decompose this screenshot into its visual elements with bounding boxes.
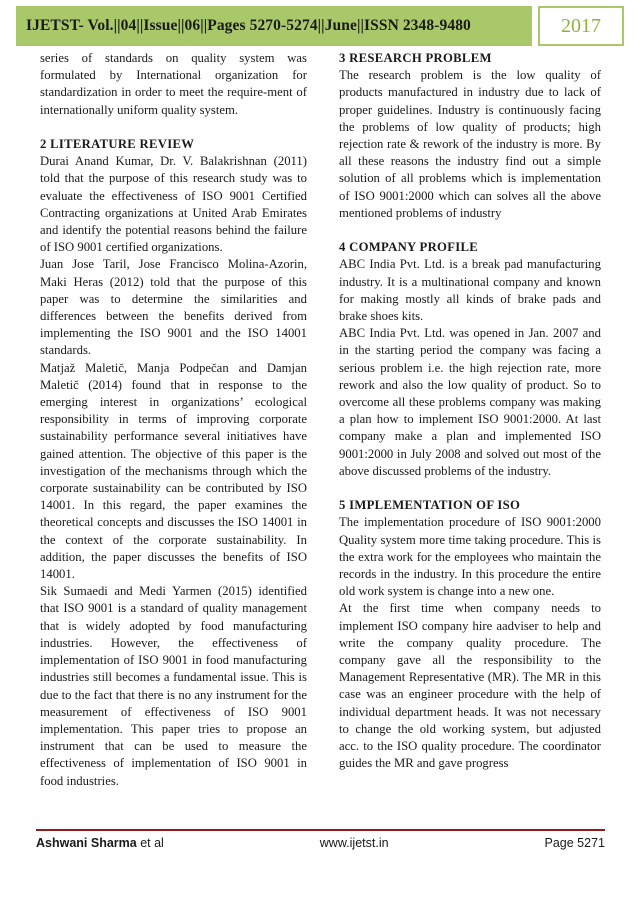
footer-website-link[interactable]: www.ijetst.in xyxy=(319,836,389,850)
footer-author-name: Ashwani Sharma xyxy=(36,836,137,850)
research-problem-paragraph: The research problem is the low quality of products manufactured in industry due to lack of proper guidelines. Industry is continuously facing the problems of low quality of products; high rejection rate & rework of the industry is more. By all these reasons the industry find out a simple solution of all problems which is implementation of ISO 9001:2000 which can solves all the above mentioned problems of industry xyxy=(339,68,601,220)
literature-paragraph-1: Durai Anand Kumar, Dr. V. Balakrishnan (2011) told that the purpose of this research study was to evaluate the effectiveness of ISO 9001 Certified Contracting organizations at United Arab Emirates and identify the potential reasons behind the failure of ISO 9001 certified organizations. xyxy=(40,154,307,255)
right-column xyxy=(339,50,601,773)
company-profile-paragraph-2: ABC India Pvt. Ltd. was opened in Jan. 2007 and in the starting period the company was facing a serious problem i.e. the high rejection rate, more rework and also the low quality of product. So to overcome all these problems company was making a plan how to implement ISO 9001:2000. At last company make a plan and implemented ISO 9001:2000 in July 2008 and solved out most of the above discussed problems of the industry. xyxy=(339,326,601,478)
implementation-paragraph-2: At the first time when company needs to implement ISO company hire aadviser to help and write the company quality procedure. The company gave all the responsibility to the Management Representative (MR). The MR in this case was an engineer procedure with the help of individual department heads. It was not necessary to change the old working system, but adjusted acc. to the ISO quality procedure. The coordinator guides the MR and gave progress xyxy=(339,601,601,771)
company-profile-paragraph-1: ABC India Pvt. Ltd. is a break pad manufacturing industry. It is a multinational company and known for making mostly all kinds of brake pads and brake shoes kits. xyxy=(339,257,601,324)
literature-paragraph-3: Matjaž Maletič, Manja Podpečan and Damjan Maletič (2014) found that in response to the emerging interest in organizations’ ecological responsibility in terms of improving corporate sustainability performance several initiatives have gained attention. The objective of this paper is the investigation of the mechanisms through which the corporate sustainability can be contributed by ISO 14001. In this regard, the paper examines the theoretical concepts and discusses the ISO 14001 in the context of the corporate sustainability. In addition, the paper discusses the benefits of ISO 14001. xyxy=(40,360,307,582)
literature-paragraph-4: Sik Sumaedi and Medi Yarmen (2015) identified that ISO 9001 is a standard of quality management that is widely adopted by food manufacturing industries. However, the effectiveness of implementation of ISO 9001 in food manufacturing industries still becomes a fundamental issue. This is due to the fact that there is no any instrument for the measurement of effectiveness of ISO 9001 implementation. This paper tries to propose an instrument that can be used to measure the effectiveness of implementation of ISO 9001 in food industries. xyxy=(40,584,307,788)
year-badge: 2017 xyxy=(538,6,624,46)
intro-paragraph-tail: series of standards on quality system was formulated by International organization for standardization in order to meet the require-ment of internationally uniform quality system. xyxy=(40,51,307,117)
journal-citation: IJETST- Vol.||04||Issue||06||Pages 5270-5274||June||ISSN 2348-9480 xyxy=(16,6,532,46)
literature-paragraph-2: Juan Jose Taril, Jose Francisco Molina-Azorin, Maki Heras (2012) told that the purpose of this paper was to determine the similarities and differences between the benefits derived from implementing the ISO 9001 and the ISO 14001 standards. xyxy=(40,257,307,358)
footer-author-suffix: et al xyxy=(136,836,164,850)
company-profile-heading: 4 COMPANY PROFILE xyxy=(339,240,479,255)
literature-review-heading: 2 LITERATURE REVIEW xyxy=(40,137,195,151)
page-footer xyxy=(36,836,605,850)
footer-author xyxy=(36,836,164,850)
left-column xyxy=(40,50,307,790)
implementation-paragraph-1: The implementation procedure of ISO 9001:2000 Quality system more time taking procedure. This is the extra work for the employees who maintain the records in the industry. In this procedure the entire old work system is change into a new one. xyxy=(339,515,601,599)
footer-divider xyxy=(36,829,605,831)
footer-page-number: Page 5271 xyxy=(544,836,605,850)
research-problem-heading: 3 RESEARCH PROBLEM xyxy=(339,51,492,65)
implementation-heading: 5 IMPLEMENTATION OF ISO xyxy=(339,498,521,513)
journal-header xyxy=(16,6,624,46)
